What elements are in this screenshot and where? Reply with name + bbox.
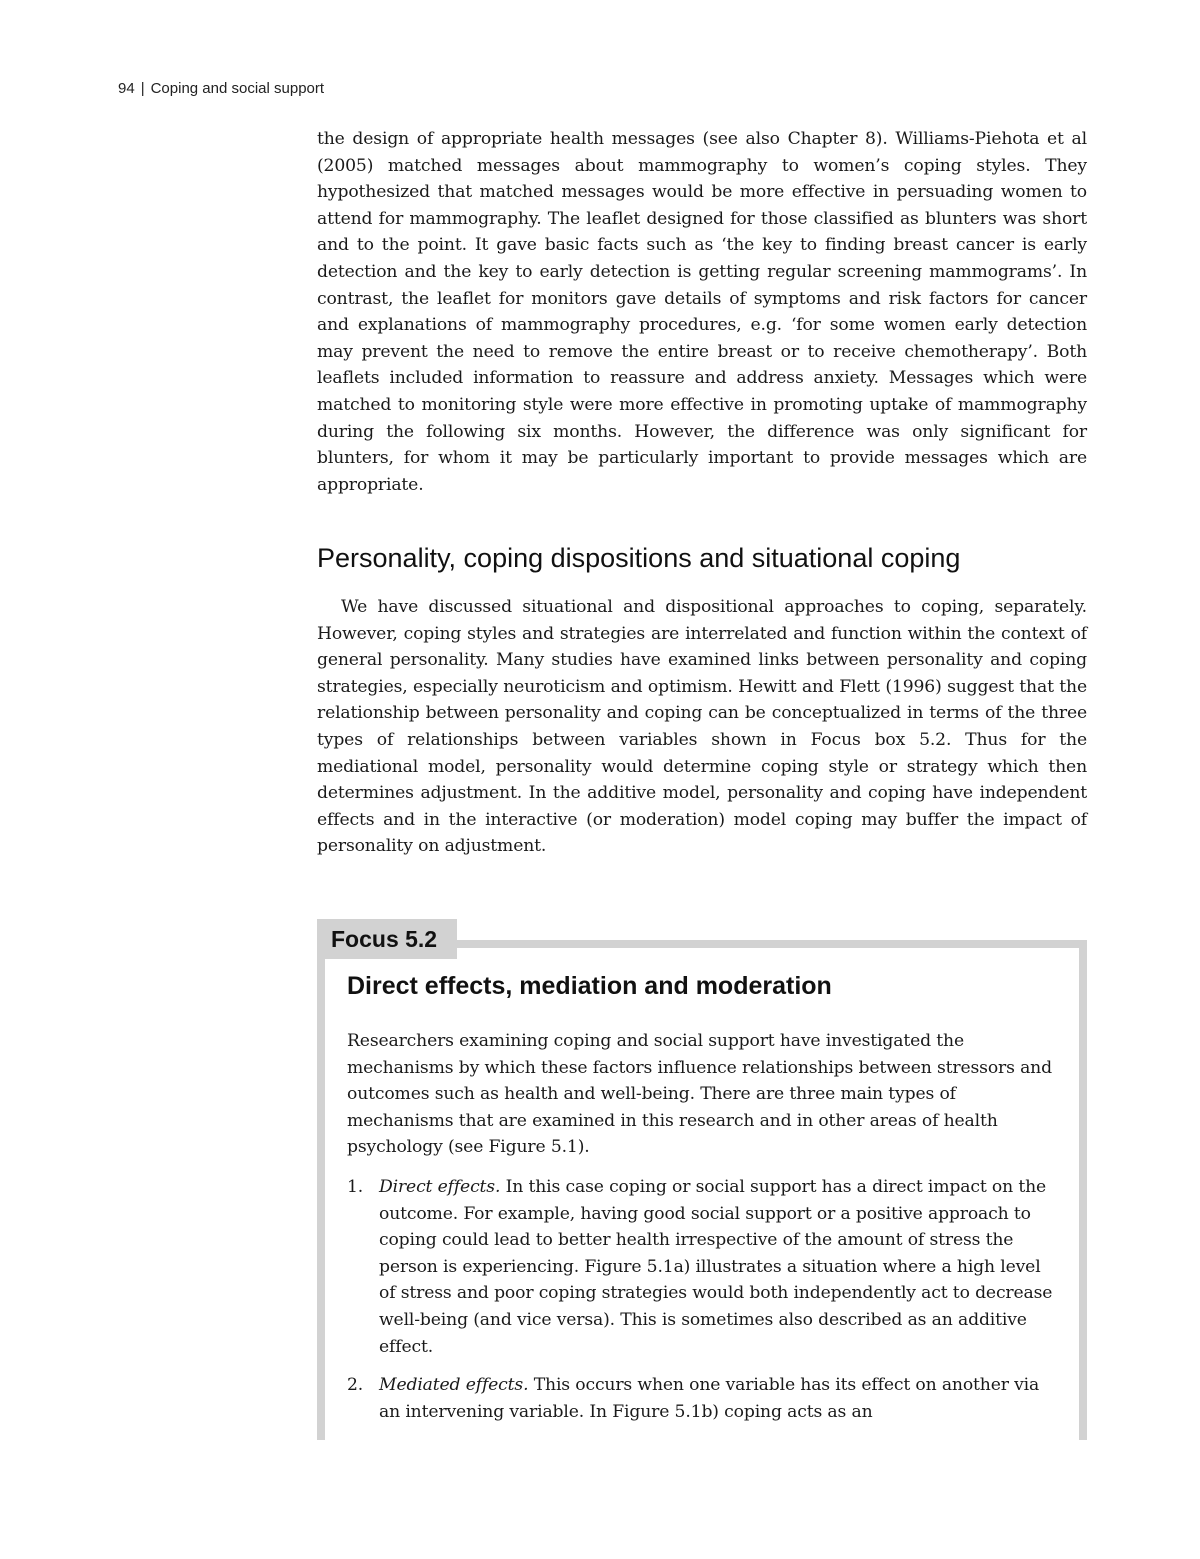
list-item (347, 1372, 1059, 1425)
list-item (347, 1174, 1059, 1360)
body-paragraph-2: We have discussed situational and dispositional approaches to coping, separately. However, coping styles and strategies are interrelated and function within the context of general personality. Many studies have examined links between personality and coping strategies, especially neuroticism and optimism. Hewitt and Flett (1996) suggest that the relationship between personality and coping can be conceptualized in terms of the three types of relationships between variables shown in Focus box 5.2. Thus for the mediational model, personality would determine coping style or strategy which then determines adjustment. In the additive model, personality and coping have independent effects and in the interactive (or moderation) model coping may buffer the impact of personality on adjustment. (317, 597, 1087, 857)
running-head (118, 80, 324, 97)
body-paragraph-1: the design of appropriate health messages (see also Chapter 8). Williams-Piehota et al (2005) matched messages about mammography to women’s coping styles. They hypothesized that matched messages would be more effective in persuading women to attend for mammography. The leaflet designed for those classified as blunters was short and to the point. It gave basic facts such as ‘the key to finding breast cancer is early detection and the key to early detection is getting regular screening mammograms’. In contrast, the leaflet for monitors gave details of symptoms and risk factors for cancer and explanations of mammography procedures, e.g. ‘for some women early detection may prevent the need to remove the entire breast or to receive chemotherapy’. Both leaflets included information to reassure and address anxiety. Messages which were matched to monitoring style were more effective in promoting uptake of mammography during the following six months. However, the difference was only significant for blunters, for whom it may be particularly important to provide messages which are appropriate. (317, 129, 1087, 495)
list-item-number: 2. (347, 1375, 364, 1395)
focus-box-title: Direct effects, mediation and moderation (347, 972, 832, 1000)
focus-list-1 (347, 1174, 1059, 1360)
focus-box-tab: Focus 5.2 (317, 919, 457, 959)
running-head-separator: | (140, 80, 145, 97)
list-item-term: Mediated effects. (379, 1375, 529, 1395)
focus-list-2 (347, 1372, 1059, 1425)
page-number: 94 (118, 80, 135, 97)
list-item-text: In this case coping or social support has a direct impact on the outcome. For example, having good social support or a positive approach to coping could lead to better health irrespective of the amount of stress the person is experiencing. Figure 5.1a) illustrates a situation where a high level of stress and poor coping strategies would both independently act to decrease well-being (and vice versa). This is sometimes also described as an additive effect. (379, 1177, 1053, 1357)
list-item-text: This occurs when one variable has its effect on another via an intervening variable. In Figure 5.1b) coping acts as an (379, 1375, 1040, 1422)
list-item-term: Direct effects. (379, 1177, 501, 1197)
list-item-number: 1. (347, 1177, 364, 1197)
chapter-title: Coping and social support (150, 80, 325, 97)
focus-box-intro: Researchers examining coping and social support have investigated the mechanisms by which these factors influence relationships between stressors and outcomes such as health and well-being. There are three main types of mechanisms that are examined in this research and in other areas of health psychology (see Figure 5.1). (347, 1031, 1052, 1158)
section-heading: Personality, coping dispositions and situational coping (317, 543, 961, 573)
